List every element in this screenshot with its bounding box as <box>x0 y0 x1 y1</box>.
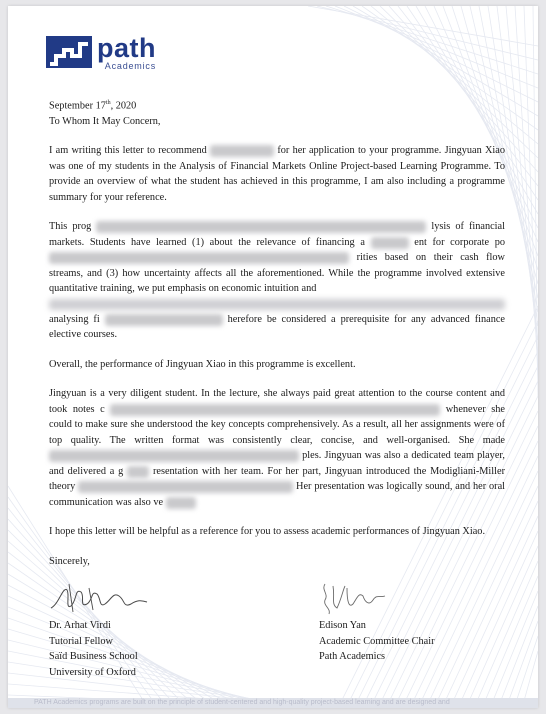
paragraph-2-text-e: analysing fi <box>49 313 100 325</box>
redaction-blur <box>210 145 274 157</box>
redaction-blur <box>371 237 409 249</box>
signatory-left <box>49 578 149 680</box>
redaction-blur <box>49 252 349 264</box>
redaction-blur <box>96 221 426 233</box>
closing: Sincerely, <box>49 555 90 567</box>
paragraph-1-text-a: I am writing this letter to recommend <box>49 145 207 157</box>
redaction-blur <box>166 497 196 509</box>
brand-subtitle: Academics <box>104 61 156 71</box>
paragraph-2-text-d: rities based on their cash flow streams, and (3) how uncertainty affects all the aforementioned. While the programme involved extensive quantitative training, we put emphasis on economic intuition and <box>49 252 505 295</box>
redaction-blur <box>49 299 505 310</box>
letter-date: September 17th, 2020 <box>49 100 137 112</box>
paragraph-4-text-b: whenever she could to make sure she understood the key concepts comprehensively. As a result, all her assignments were of top quality. The written format was consistently clear, concise, and well-organised. She made <box>49 403 506 446</box>
paragraph-2-text-f: herefore be considered a prerequisite for any advanced finance elective courses. <box>49 313 506 341</box>
paragraph-1 <box>49 143 505 205</box>
background-line <box>326 6 538 74</box>
letter-body <box>49 96 505 569</box>
redaction-blur <box>110 404 440 416</box>
paragraph-2-text-a: This prog <box>49 221 92 233</box>
paragraph-2-text-c: ent for corporate po <box>414 236 506 248</box>
paragraph-4-text-d: resentation with her team. For her part, Jingyuan introduced the Modigliani-Miller theory <box>49 465 505 493</box>
background-line <box>344 6 538 102</box>
letter-page <box>8 6 538 708</box>
left-signatory-role: Tutorial Fellow <box>49 635 113 647</box>
right-signatory-role: Academic Committee Chair <box>319 635 435 647</box>
left-signatory-institution: University of Oxford <box>49 666 136 678</box>
footer-strip <box>8 698 538 708</box>
right-signatory-org: Path Academics <box>319 651 386 662</box>
paragraph-5: I hope this letter will be helpful as a reference for you to assess academic performances of Jingyuan Xiao. <box>49 526 486 538</box>
path-academics-logo <box>46 33 156 71</box>
paragraph-1-text-b: for her application to your programme. Jingyuan Xiao was one of my students in the Analysis of Financial Markets Online Project-based Learning Programme. To provide an overview of what the student has achieved in this programme, I am also including a programme summary for your reference. <box>49 145 506 203</box>
paragraph-2 <box>49 219 505 343</box>
paragraph-2-text-b: lysis of financial markets. Students have learned (1) about the relevance of financing a <box>49 221 505 248</box>
footer-text: PATH Academics programs are built on the principle of student-centered and high-quality project-based learning and are designed and <box>34 699 450 706</box>
signatory-right <box>319 578 435 665</box>
redaction-blur <box>127 466 149 478</box>
letter-greeting: To Whom It May Concern, <box>49 115 161 127</box>
paragraph-4-text-a: Jingyuan is a very diligent student. In the lecture, she always paid great attention to the course content and took notes c <box>49 388 505 415</box>
paragraph-4 <box>49 386 505 510</box>
redaction-blur <box>49 450 299 462</box>
paragraph-4-text-c: ples. Jingyuan was also a dedicated team player, and delivered a g <box>49 450 505 477</box>
redaction-blur <box>105 314 223 326</box>
logo-mark-icon <box>46 36 92 68</box>
handwritten-signature-left <box>49 578 149 616</box>
signature-block <box>49 578 519 688</box>
left-signatory-org: Saïd Business School <box>49 651 138 662</box>
brand-name: path <box>97 33 156 63</box>
background-line <box>335 6 538 88</box>
handwritten-signature-right <box>319 578 399 616</box>
right-signatory-name: Edison Yan <box>319 620 366 631</box>
redaction-blur <box>78 481 293 493</box>
paragraph-4-text-e: Her presentation was logically sound, and her oral communication was also ve <box>49 481 505 508</box>
paragraph-3: Overall, the performance of Jingyuan Xiao in this programme is excellent. <box>49 358 356 370</box>
left-signatory-name: Dr. Arhat Virdi <box>49 620 111 631</box>
